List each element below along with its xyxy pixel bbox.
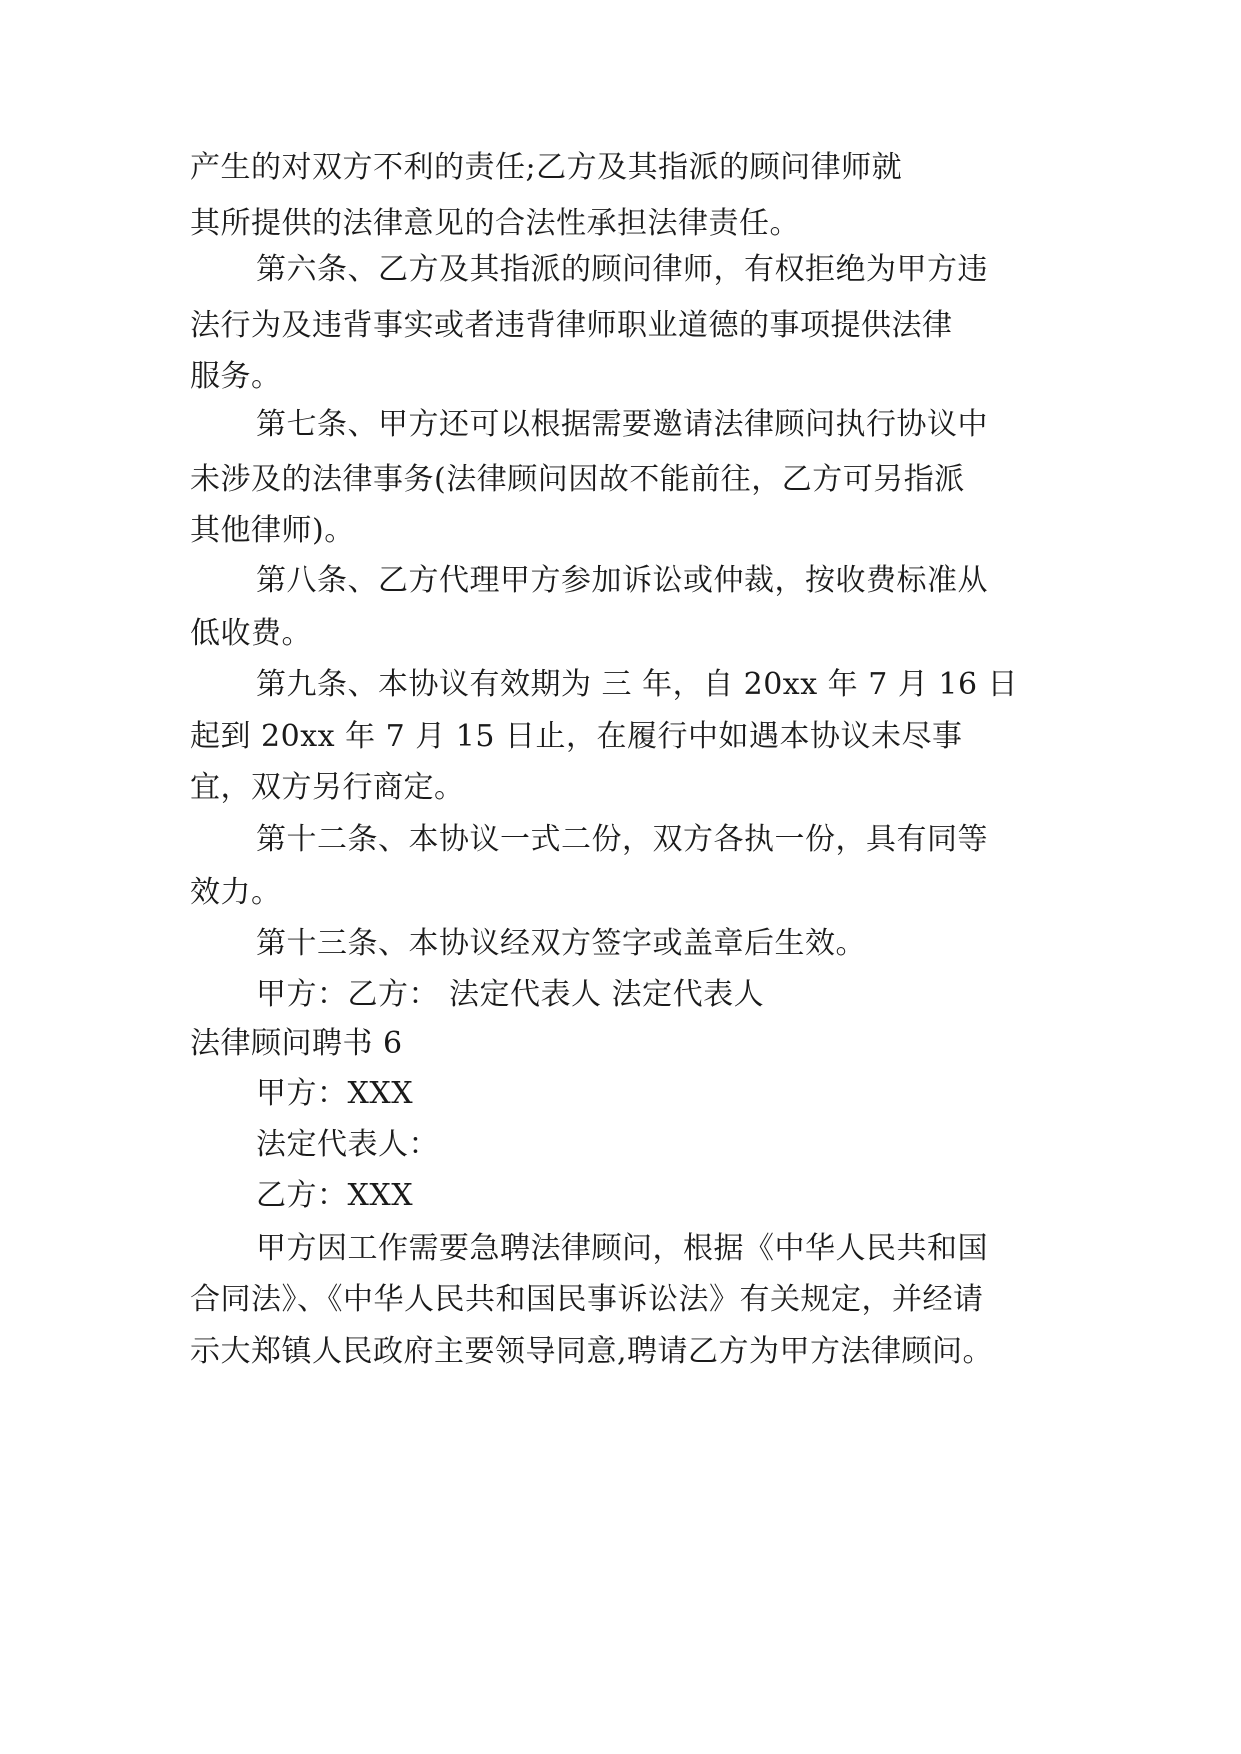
text-line: 起到 20xx 年 7 月 15 日止，在履行中如遇本协议未尽事 — [190, 719, 963, 754]
text-line: 合同法》、《中华人民共和国民事诉讼法》有关规定，并经请 — [190, 1282, 984, 1317]
party-a-line: 甲方：XXX — [256, 1076, 414, 1111]
text-line: 法行为及违背事实或者违背律师职业道德的事项提供法律 — [190, 308, 953, 343]
text-line: 第七条、甲方还可以根据需要邀请法律顾问执行协议中 — [256, 407, 988, 442]
text-line: 产生的对双方不利的责任;乙方及其指派的顾问律师就 — [190, 150, 903, 185]
text-line: 服务。 — [190, 359, 282, 394]
text-line: 其他律师)。 — [190, 513, 355, 548]
signature-line: 甲方：乙方： 法定代表人 法定代表人 — [256, 977, 765, 1012]
party-b-line: 乙方：XXX — [256, 1178, 414, 1213]
text-line: 其所提供的法律意见的合法性承担法律责任。 — [190, 206, 800, 241]
text-line: 第十三条、本协议经双方签字或盖章后生效。 — [256, 926, 866, 961]
text-line: 低收费。 — [190, 616, 312, 651]
text-line: 第十二条、本协议一式二份，双方各执一份，具有同等 — [256, 822, 988, 857]
text-line: 宜，双方另行商定。 — [190, 770, 465, 805]
text-line: 第六条、乙方及其指派的顾问律师，有权拒绝为甲方违 — [256, 252, 988, 287]
text-line: 未涉及的法律事务(法律顾问因故不能前往，乙方可另指派 — [190, 462, 965, 497]
legal-representative-line: 法定代表人： — [256, 1127, 439, 1162]
text-line: 甲方因工作需要急聘法律顾问，根据《中华人民共和国 — [256, 1231, 988, 1266]
text-line: 示大郑镇人民政府主要领导同意,聘请乙方为甲方法律顾问。 — [190, 1334, 994, 1369]
text-line: 第八条、乙方代理甲方参加诉讼或仲裁，按收费标准从 — [256, 563, 988, 598]
text-line: 效力。 — [190, 875, 282, 910]
section-title: 法律顾问聘书 6 — [190, 1026, 403, 1061]
text-line: 第九条、本协议有效期为 三 年，自 20xx 年 7 月 16 日 — [256, 667, 1019, 702]
